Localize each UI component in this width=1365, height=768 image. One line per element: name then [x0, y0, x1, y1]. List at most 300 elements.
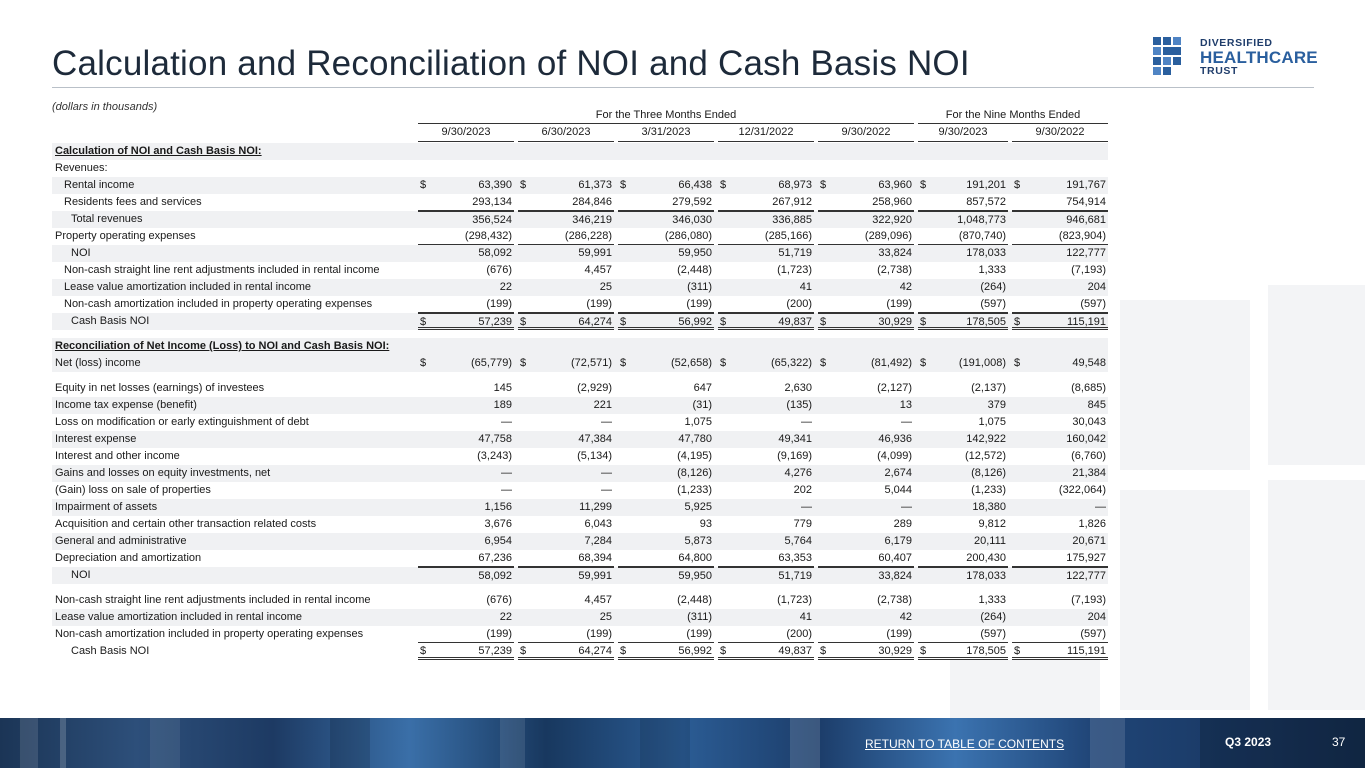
cell-value: 142,922: [966, 433, 1006, 445]
table-cell: [1012, 211, 1108, 228]
table-cell: [818, 465, 914, 482]
cell-value: (199): [886, 628, 912, 640]
table-cell: [718, 448, 814, 465]
row-label: Loss on modification or early extinguishment of debt: [55, 416, 309, 428]
currency-symbol: $: [520, 357, 527, 369]
table-cell: [618, 279, 714, 296]
units-note: (dollars in thousands): [52, 101, 158, 113]
table-cell: [918, 296, 1008, 313]
cell-value: (1,723): [777, 264, 812, 276]
table-cell: [618, 516, 714, 533]
table-cell: [918, 414, 1008, 431]
table-cell: [718, 431, 814, 448]
cell-value: 346,030: [672, 214, 712, 226]
cell-value: 2,630: [784, 382, 812, 394]
cell-value: (676): [486, 264, 512, 276]
cell-value: 22: [499, 611, 512, 623]
table-row: [52, 482, 1108, 499]
cell-value: (200): [786, 298, 812, 310]
table-cell: [518, 211, 614, 228]
currency-symbol: $: [420, 316, 427, 328]
table-cell: [618, 448, 714, 465]
table-cell: [618, 626, 714, 643]
table-cell: [718, 194, 814, 211]
cell-value: 63,353: [778, 552, 812, 564]
cell-value: 41: [799, 611, 812, 623]
table-cell: [718, 482, 814, 499]
cell-value: 202: [793, 484, 812, 496]
table-cell: [1012, 609, 1108, 626]
cell-value: 46,936: [878, 433, 912, 445]
cell-value: (1,723): [777, 594, 812, 606]
cell-value: 2,674: [884, 467, 912, 479]
cell-value: —: [601, 467, 612, 479]
cell-value: 293,134: [472, 196, 512, 208]
row-label: Cash Basis NOI: [71, 645, 150, 657]
table-cell: [418, 448, 514, 465]
currency-symbol: $: [1014, 179, 1021, 191]
column-header: 3/31/2023: [618, 126, 714, 142]
cell-value: —: [901, 416, 912, 428]
cell-value: 178,505: [966, 316, 1006, 328]
table-cell: [418, 431, 514, 448]
section-header-row: [52, 338, 1108, 355]
cell-value: 47,758: [478, 433, 512, 445]
cell-value: 1,156: [484, 501, 512, 513]
cell-value: (597): [1080, 628, 1106, 640]
column-header: 9/30/2023: [418, 126, 514, 142]
cell-value: —: [1095, 501, 1106, 513]
table-cell: [618, 499, 714, 516]
currency-symbol: $: [720, 357, 727, 369]
table-cell: [618, 228, 714, 245]
cell-value: (7,193): [1071, 264, 1106, 276]
cell-value: 58,092: [478, 570, 512, 582]
cell-value: 346,219: [572, 214, 612, 226]
cell-value: 322,920: [872, 214, 912, 226]
table-cell: [518, 516, 614, 533]
cell-value: 204: [1087, 611, 1106, 623]
table-cell: [518, 414, 614, 431]
table-cell: [818, 533, 914, 550]
table-cell: [518, 626, 614, 643]
table-cell: [418, 592, 514, 609]
cell-value: 946,681: [1066, 214, 1106, 226]
row-label: Income tax expense (benefit): [55, 399, 197, 411]
currency-symbol: $: [820, 179, 827, 191]
table-cell: [918, 397, 1008, 414]
table-row: [52, 160, 1108, 177]
cell-value: 49,837: [778, 645, 812, 657]
cell-value: 64,274: [578, 316, 612, 328]
table-cell: [1012, 245, 1108, 262]
table-cell: [1012, 380, 1108, 397]
table-cell: [818, 448, 914, 465]
cell-value: 160,042: [1066, 433, 1106, 445]
currency-symbol: $: [920, 645, 927, 657]
cell-value: (286,080): [664, 230, 712, 242]
cell-value: 59,950: [678, 247, 712, 259]
table-cell: [818, 194, 914, 211]
table-cell: [718, 262, 814, 279]
cell-value: 178,033: [966, 247, 1006, 259]
table-cell: [418, 397, 514, 414]
cell-value: 42: [899, 281, 912, 293]
cell-value: —: [501, 484, 512, 496]
table-cell: [718, 550, 814, 567]
table-cell: [818, 567, 914, 584]
table-row: [52, 355, 1108, 372]
row-label: Residents fees and services: [64, 196, 202, 208]
table-cell: [518, 592, 614, 609]
table-cell: [418, 245, 514, 262]
currency-symbol: $: [420, 645, 427, 657]
column-header: 9/30/2023: [918, 126, 1008, 142]
cell-value: 379: [987, 399, 1006, 411]
table-cell: [418, 533, 514, 550]
cell-value: 58,092: [478, 247, 512, 259]
table-cell: [418, 643, 514, 660]
table-cell: [518, 448, 614, 465]
table-cell: [818, 482, 914, 499]
cell-value: (4,195): [677, 450, 712, 462]
cell-value: 191,767: [1066, 179, 1106, 191]
table-cell: [618, 609, 714, 626]
group-header-three-months: For the Three Months Ended: [418, 109, 914, 124]
table-cell: [418, 516, 514, 533]
table-cell: [1012, 550, 1108, 567]
cell-value: 178,505: [966, 645, 1006, 657]
logo-wordmark: [1200, 37, 1318, 77]
row-label: Gains and losses on equity investments, net: [55, 467, 271, 479]
cell-value: 7,284: [584, 535, 612, 547]
table-cell: [918, 550, 1008, 567]
cell-value: 779: [793, 518, 812, 530]
cell-value: (199): [486, 298, 512, 310]
table-row: [52, 533, 1108, 550]
cell-value: 5,044: [884, 484, 912, 496]
table-cell: [518, 355, 614, 372]
cell-value: 175,927: [1066, 552, 1106, 564]
table-cell: [418, 414, 514, 431]
cell-value: 289: [893, 518, 912, 530]
cell-value: (199): [686, 298, 712, 310]
table-cell: [918, 355, 1008, 372]
table-cell: [718, 245, 814, 262]
cell-value: 221: [593, 399, 612, 411]
cell-value: 857,572: [966, 196, 1006, 208]
table-cell: [718, 626, 814, 643]
cell-value: (286,228): [564, 230, 612, 242]
column-header-row: [52, 126, 1108, 142]
table-cell: [918, 448, 1008, 465]
cell-value: (199): [886, 298, 912, 310]
company-logo: [1153, 37, 1318, 77]
table-cell: [918, 533, 1008, 550]
cell-value: 258,960: [872, 196, 912, 208]
table-cell: [618, 397, 714, 414]
cell-value: 22: [499, 281, 512, 293]
row-label: Non-cash straight line rent adjustments included in rental income: [64, 264, 380, 276]
table-cell: [518, 262, 614, 279]
table-cell: [718, 380, 814, 397]
table-cell: [818, 397, 914, 414]
cell-value: 1,075: [978, 416, 1006, 428]
table-cell: [618, 245, 714, 262]
table-cell: [918, 245, 1008, 262]
cell-value: (199): [686, 628, 712, 640]
table-cell: [818, 355, 914, 372]
table-cell: [918, 567, 1008, 584]
cell-value: 5,764: [784, 535, 812, 547]
cell-value: (311): [687, 281, 712, 293]
cell-value: 68,973: [778, 179, 812, 191]
table-cell: [918, 465, 1008, 482]
cell-value: (322,064): [1058, 484, 1106, 496]
cell-value: 33,824: [878, 247, 912, 259]
row-label: Property operating expenses: [55, 230, 196, 242]
currency-symbol: $: [720, 316, 727, 328]
table-cell: [718, 516, 814, 533]
table-row: [52, 397, 1108, 414]
cell-value: 33,824: [878, 570, 912, 582]
cell-value: 11,299: [579, 501, 612, 513]
table-cell: [1012, 643, 1108, 660]
table-cell: [1012, 626, 1108, 643]
cell-value: (1,233): [971, 484, 1006, 496]
page-number: 37: [1332, 735, 1346, 749]
logo-line-1: DIVERSIFIED: [1200, 37, 1273, 49]
table-cell: [918, 431, 1008, 448]
cell-value: 47,384: [578, 433, 612, 445]
cell-value: (298,432): [464, 230, 512, 242]
cell-value: (199): [486, 628, 512, 640]
cell-value: (81,492): [871, 357, 912, 369]
table-cell: [1012, 177, 1108, 194]
currency-symbol: $: [720, 645, 727, 657]
cell-value: (2,137): [971, 382, 1006, 394]
table-cell: [918, 228, 1008, 245]
table-cell: [418, 211, 514, 228]
cell-value: 6,954: [484, 535, 512, 547]
table-cell: [1012, 533, 1108, 550]
row-label: Equity in net losses (earnings) of investees: [55, 382, 265, 394]
cell-value: 30,929: [878, 316, 912, 328]
table-cell: [618, 482, 714, 499]
table-row: [52, 626, 1108, 643]
table-row: [52, 550, 1108, 567]
cell-value: 4,276: [784, 467, 812, 479]
table-cell: [718, 643, 814, 660]
logo-line-3: TRUST: [1200, 65, 1238, 77]
cell-value: 67,236: [478, 552, 512, 564]
cell-value: (823,904): [1058, 230, 1106, 242]
table-cell: [418, 177, 514, 194]
cell-value: 68,394: [578, 552, 612, 564]
table-cell: [818, 592, 914, 609]
table-row: [52, 228, 1108, 245]
group-header-nine-months: For the Nine Months Ended: [918, 109, 1108, 124]
cell-value: (135): [786, 399, 812, 411]
row-label: Lease value amortization included in rental income: [55, 611, 303, 623]
cell-value: 145: [493, 382, 512, 394]
table-cell: [1012, 431, 1108, 448]
table-cell: [718, 609, 814, 626]
table-cell: [918, 516, 1008, 533]
table-cell: [818, 228, 914, 245]
cell-value: 49,837: [778, 316, 812, 328]
table-cell: [918, 262, 1008, 279]
cell-value: 25: [599, 611, 612, 623]
row-label: Reconciliation of Net Income (Loss) to NOI and Cash Basis NOI:: [55, 340, 390, 352]
cell-value: 93: [699, 518, 712, 530]
cell-value: 3,676: [484, 518, 512, 530]
table-cell: [418, 482, 514, 499]
cell-value: 845: [1087, 399, 1106, 411]
cell-value: 122,777: [1066, 247, 1106, 259]
table-cell: [418, 355, 514, 372]
return-to-toc-link[interactable]: RETURN TO TABLE OF CONTENTS: [865, 737, 1065, 751]
row-label: Depreciation and amortization: [55, 552, 202, 564]
currency-symbol: $: [720, 179, 727, 191]
column-header: 9/30/2022: [818, 126, 914, 142]
cell-value: (311): [687, 611, 712, 623]
table-cell: [718, 296, 814, 313]
table-cell: [418, 262, 514, 279]
cell-value: 4,457: [584, 264, 612, 276]
cell-value: 30,043: [1072, 416, 1106, 428]
currency-symbol: $: [620, 179, 627, 191]
table-cell: [518, 431, 614, 448]
cell-value: 267,912: [772, 196, 812, 208]
cell-value: (2,738): [877, 264, 912, 276]
cell-value: 13: [899, 399, 912, 411]
table-cell: [1012, 279, 1108, 296]
row-label: Calculation of NOI and Cash Basis NOI:: [55, 145, 262, 157]
cell-value: 25: [599, 281, 612, 293]
cell-value: (285,166): [764, 230, 812, 242]
table-cell: [1012, 465, 1108, 482]
table-cell: [818, 177, 914, 194]
table-cell: [518, 533, 614, 550]
column-header: 6/30/2023: [518, 126, 614, 142]
cell-value: (8,126): [677, 467, 712, 479]
cell-value: —: [801, 501, 812, 513]
table-cell: [418, 228, 514, 245]
table-cell: [518, 194, 614, 211]
table-row: [52, 567, 1108, 584]
table-cell: [518, 643, 614, 660]
table-cell: [918, 482, 1008, 499]
table-row: [52, 431, 1108, 448]
table-cell: [818, 626, 914, 643]
currency-symbol: $: [620, 316, 627, 328]
cell-value: 64,800: [678, 552, 712, 564]
table-cell: [718, 397, 814, 414]
cell-value: 5,925: [684, 501, 712, 513]
table-cell: [618, 194, 714, 211]
row-label: Rental income: [64, 179, 135, 191]
table-cell: [618, 533, 714, 550]
table-row: [52, 516, 1108, 533]
cell-value: (52,658): [671, 357, 712, 369]
cell-value: 189: [493, 399, 512, 411]
table-cell: [1012, 567, 1108, 584]
row-label: Non-cash straight line rent adjustments included in rental income: [55, 594, 371, 606]
currency-symbol: $: [420, 357, 427, 369]
table-cell: [418, 499, 514, 516]
table-cell: [618, 431, 714, 448]
table-cell: [718, 567, 814, 584]
cell-value: (3,243): [477, 450, 512, 462]
table-cell: [618, 567, 714, 584]
cell-value: —: [801, 416, 812, 428]
cell-value: 42: [899, 611, 912, 623]
table-row: [52, 643, 1108, 660]
table-cell: [918, 626, 1008, 643]
cell-value: 200,430: [966, 552, 1006, 564]
table-cell: [918, 211, 1008, 228]
cell-value: (870,740): [958, 230, 1006, 242]
table-cell: [918, 380, 1008, 397]
table-row: [52, 313, 1108, 330]
cell-value: 56,992: [678, 316, 712, 328]
row-label: Non-cash amortization included in property operating expenses: [64, 298, 373, 310]
currency-symbol: $: [1014, 645, 1021, 657]
table-cell: [418, 194, 514, 211]
table-row: [52, 380, 1108, 397]
cell-value: 20,671: [1072, 535, 1106, 547]
table-cell: [718, 499, 814, 516]
table-cell: [718, 177, 814, 194]
table-cell: [418, 380, 514, 397]
quarter-label: Q3 2023: [1225, 735, 1272, 749]
table-cell: [818, 609, 914, 626]
table-cell: [1012, 262, 1108, 279]
table-cell: [618, 592, 714, 609]
cell-value: 1,048,773: [957, 214, 1006, 226]
cell-value: 51,719: [778, 570, 812, 582]
background-square: [1120, 300, 1250, 470]
table-cell: [618, 550, 714, 567]
row-label: General and administrative: [55, 535, 187, 547]
row-label: NOI: [71, 247, 91, 259]
currency-symbol: $: [1014, 316, 1021, 328]
cell-value: 49,341: [778, 433, 812, 445]
table-cell: [918, 177, 1008, 194]
cell-value: 356,524: [472, 214, 512, 226]
cell-value: (65,779): [471, 357, 512, 369]
cell-value: —: [901, 501, 912, 513]
cell-value: 5,873: [684, 535, 712, 547]
cell-value: 279,592: [672, 196, 712, 208]
cell-value: (676): [486, 594, 512, 606]
table-cell: [618, 643, 714, 660]
currency-symbol: $: [820, 645, 827, 657]
cell-value: 1,075: [684, 416, 712, 428]
cell-value: (7,193): [1071, 594, 1106, 606]
table-cell: [1012, 414, 1108, 431]
table-cell: [918, 194, 1008, 211]
table-cell: [418, 313, 514, 330]
cell-value: 178,033: [966, 570, 1006, 582]
table-row: [52, 211, 1108, 228]
table-cell: [418, 609, 514, 626]
table-cell: [518, 177, 614, 194]
currency-symbol: $: [920, 357, 927, 369]
table-cell: [418, 626, 514, 643]
cell-value: 57,239: [478, 645, 512, 657]
